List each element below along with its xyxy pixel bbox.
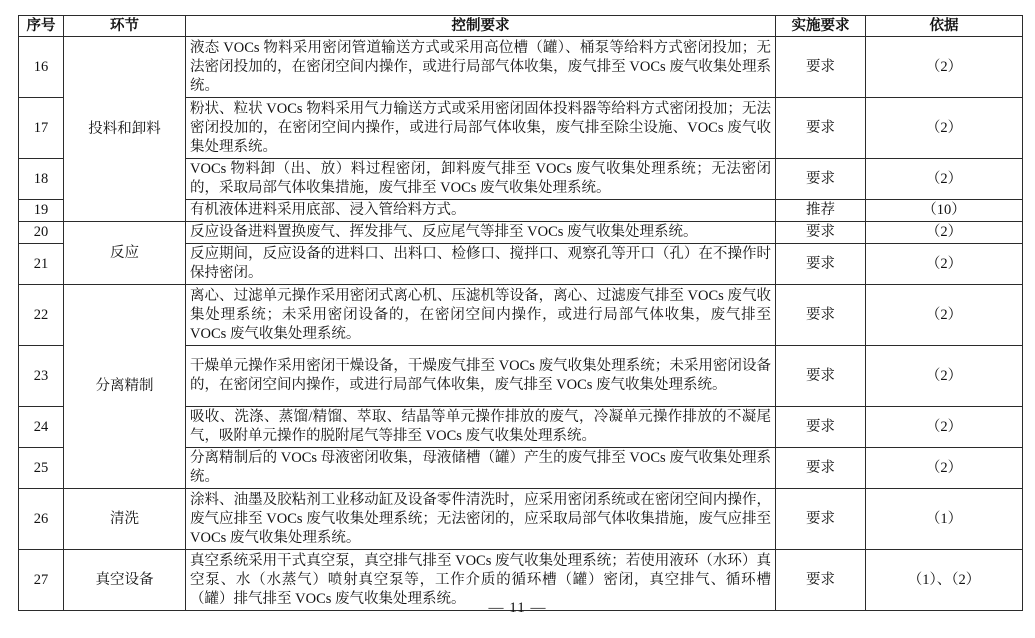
control-requirement: VOCs 物料卸（出、放）料过程密闭，卸料废气排至 VOCs 废气收集处理系统；无法密闭的，采取局部气体收集措施，废气排至 VOCs 废气收集处理系统。 — [186, 159, 776, 200]
page-number: — 11 — — [488, 600, 547, 616]
basis: （10） — [866, 200, 1023, 222]
row-no: 27 — [19, 550, 64, 611]
stage-cell-vacuum-equipment: 真空设备 — [64, 550, 186, 611]
basis: （1） — [866, 489, 1023, 550]
header-implementation: 实施要求 — [776, 16, 866, 37]
row-no: 20 — [19, 222, 64, 244]
implementation-requirement: 要求 — [776, 448, 866, 489]
row-no: 18 — [19, 159, 64, 200]
basis: （1）、（2） — [866, 550, 1023, 611]
control-requirement: 分离精制后的 VOCs 母液密闭收集，母液储槽（罐）产生的废气排至 VOCs 废气收集处理系统。 — [186, 448, 776, 489]
header-no: 序号 — [19, 16, 64, 37]
row-no: 16 — [19, 37, 64, 98]
implementation-requirement: 推荐 — [776, 200, 866, 222]
implementation-requirement: 要求 — [776, 550, 866, 611]
row-no: 23 — [19, 346, 64, 407]
row-no: 24 — [19, 407, 64, 448]
control-requirement: 涂料、油墨及胶粘剂工业移动缸及设备零件清洗时，应采用密闭系统或在密闭空间内操作，废气应排至 VOCs 废气收集处理系统；无法密闭的，应采取局部气体收集措施，废气应排至 VOCs 废气收集处理系统。 — [186, 489, 776, 550]
basis: （2） — [866, 244, 1023, 285]
row-no: 25 — [19, 448, 64, 489]
basis: （2） — [866, 285, 1023, 346]
control-requirement: 吸收、洗涤、蒸馏/精馏、萃取、结晶等单元操作排放的废气，冷凝单元操作排放的不凝尾气，吸附单元操作的脱附尾气等排至 VOCs 废气收集处理系统。 — [186, 407, 776, 448]
implementation-requirement: 要求 — [776, 37, 866, 98]
stage-cell-separation-refining: 分离精制 — [64, 285, 186, 489]
implementation-requirement: 要求 — [776, 222, 866, 244]
implementation-requirement: 要求 — [776, 98, 866, 159]
control-requirement: 粉状、粒状 VOCs 物料采用气力输送方式或采用密闭固体投料器等给料方式密闭投加；无法密闭投加的，在密闭空间内操作，或进行局部气体收集，废气排至除尘设施、VOCs 废气收集处理系统。 — [186, 98, 776, 159]
implementation-requirement: 要求 — [776, 407, 866, 448]
row-no: 19 — [19, 200, 64, 222]
header-basis: 依据 — [866, 16, 1023, 37]
implementation-requirement: 要求 — [776, 285, 866, 346]
table-header-row — [19, 16, 1023, 37]
implementation-requirement: 要求 — [776, 489, 866, 550]
table-row — [19, 222, 1023, 244]
implementation-requirement: 要求 — [776, 159, 866, 200]
control-requirement: 反应期间，反应设备的进料口、出料口、检修口、搅拌口、观察孔等开口（孔）在不操作时保持密闭。 — [186, 244, 776, 285]
control-requirement: 离心、过滤单元操作采用密闭式离心机、压滤机等设备，离心、过滤废气排至 VOCs 废气收集处理系统；未采用密闭设备的，在密闭空间内操作，或进行局部气体收集，废气排至 VOCs 废气收集处理系统。 — [186, 285, 776, 346]
basis: （2） — [866, 222, 1023, 244]
control-requirement: 液态 VOCs 物料采用密闭管道输送方式或采用高位槽（罐）、桶泵等给料方式密闭投加；无法密闭投加的，在密闭空间内操作，或进行局部气体收集，废气排至 VOCs 废气收集处理系统。 — [186, 37, 776, 98]
control-requirement: 干燥单元操作采用密闭干燥设备，干燥废气排至 VOCs 废气收集处理系统；未采用密闭设备的，在密闭空间内操作，或进行局部气体收集，废气排至 VOCs 废气收集处理系统。 — [186, 346, 776, 407]
row-no: 17 — [19, 98, 64, 159]
basis: （2） — [866, 98, 1023, 159]
row-no: 26 — [19, 489, 64, 550]
table-row — [19, 285, 1023, 346]
stage-cell-feeding-unloading: 投料和卸料 — [64, 37, 186, 222]
basis: （2） — [866, 159, 1023, 200]
basis: （2） — [866, 448, 1023, 489]
implementation-requirement: 要求 — [776, 346, 866, 407]
row-no: 21 — [19, 244, 64, 285]
control-requirement: 反应设备进料置换废气、挥发排气、反应尾气等排至 VOCs 废气收集处理系统。 — [186, 222, 776, 244]
stage-cell-cleaning: 清洗 — [64, 489, 186, 550]
implementation-requirement: 要求 — [776, 244, 866, 285]
header-stage: 环节 — [64, 16, 186, 37]
stage-cell-reaction: 反应 — [64, 222, 186, 285]
basis: （2） — [866, 346, 1023, 407]
control-requirement: 有机液体进料采用底部、浸入管给料方式。 — [186, 200, 776, 222]
control-requirement: 真空系统采用干式真空泵，真空排气排至 VOCs 废气收集处理系统；若使用液环（水环）真空泵、水（水蒸气）喷射真空泵等，工作介质的循环槽（罐）密闭，真空排气、循环槽（罐）排气排至 VOCs 废气收集处理系统。 — [186, 550, 776, 611]
table-row — [19, 37, 1023, 98]
table-row — [19, 489, 1023, 550]
row-no: 22 — [19, 285, 64, 346]
voc-control-requirements-table — [18, 15, 1023, 611]
header-control: 控制要求 — [186, 16, 776, 37]
basis: （2） — [866, 407, 1023, 448]
basis: （2） — [866, 37, 1023, 98]
